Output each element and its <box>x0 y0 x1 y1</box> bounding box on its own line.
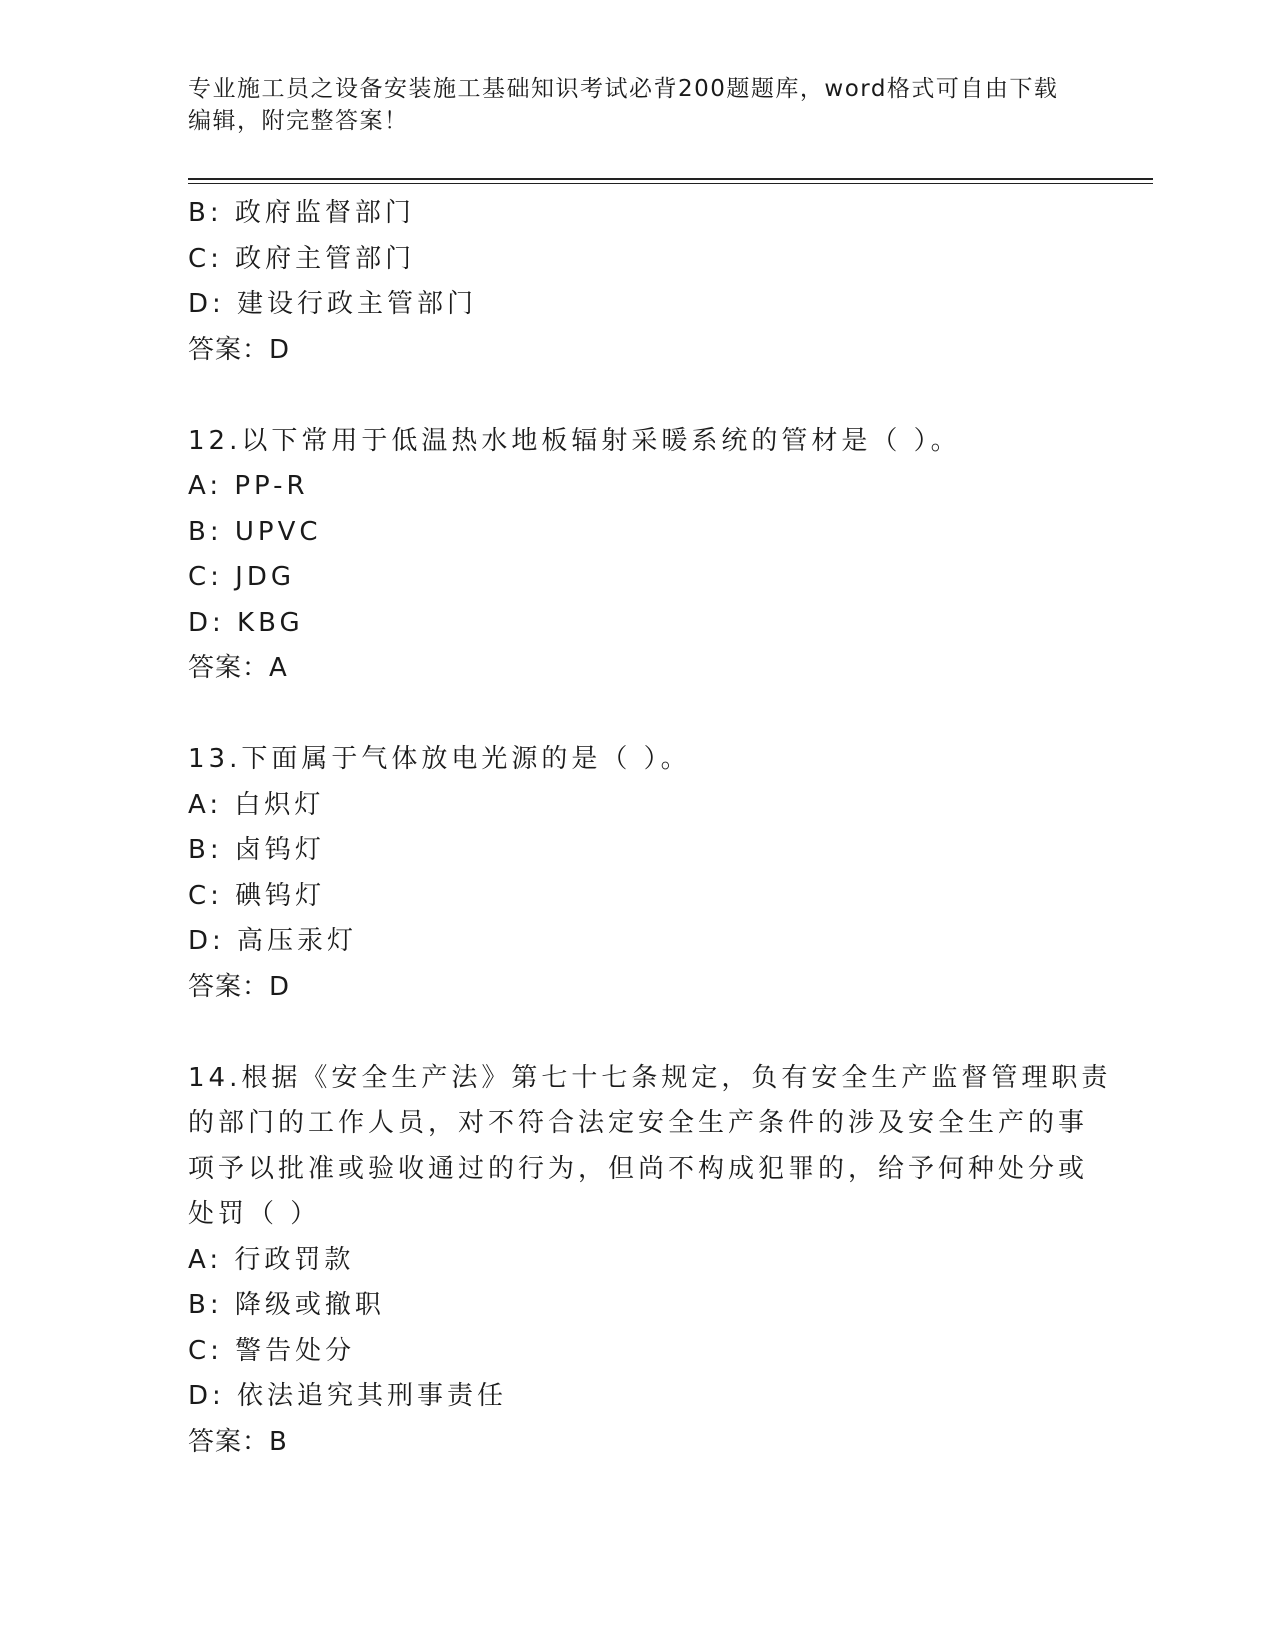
header-title-line-2: 编辑，附完整答案！ <box>188 108 409 134</box>
question-stem-line-1: 14.根据《安全生产法》第七十七条规定，负有安全生产监督管理职责 <box>188 1062 1112 1093</box>
option-d: D: 依法追究其刑事责任 <box>188 1381 508 1411</box>
option-c: C: 警告处分 <box>188 1335 356 1366</box>
header-title-line-1: 专业施工员之设备安装施工基础知识考试必背200题题库，word格式可自由下载 <box>188 76 1059 102</box>
option-d: D: 高压汞灯 <box>188 926 358 956</box>
header-divider-thick <box>188 178 1153 180</box>
option-b: B: 卤钨灯 <box>188 835 325 865</box>
question-list <box>188 191 1112 1465</box>
question-stem: 13.下面属于气体放电光源的是（ ）。 <box>188 744 691 774</box>
question-13 <box>188 737 1088 1010</box>
question-11 <box>188 191 1088 373</box>
question-stem-line-3: 项予以批准或验收通过的行为，但尚不构成犯罪的，给予何种处分或 <box>188 1153 1089 1184</box>
answer: 答案：A <box>188 653 288 683</box>
spacer <box>188 692 1088 738</box>
question-stem: 12.以下常用于低温热水地板辐射采暖系统的管材是（ ）。 <box>188 425 961 456</box>
answer: 答案：B <box>188 1426 288 1457</box>
question-12 <box>188 419 1088 692</box>
option-c: C: 碘钨灯 <box>188 880 326 911</box>
question-stem-line-2: 的部门的工作人员，对不符合法定安全生产条件的涉及安全生产的事 <box>188 1108 1089 1138</box>
header-divider-thin <box>188 183 1153 184</box>
option-c: C: 政府主管部门 <box>188 243 416 274</box>
answer: 答案：D <box>188 334 291 365</box>
spacer <box>188 373 1088 419</box>
document-header <box>188 73 1088 137</box>
option-b: B: 降级或撤职 <box>188 1290 385 1320</box>
option-a: A: 行政罚款 <box>188 1244 355 1275</box>
option-b: B: 政府监督部门 <box>188 198 415 228</box>
option-d: D: 建设行政主管部门 <box>188 289 478 319</box>
option-a: A: PP-R <box>188 471 309 501</box>
option-a: A: 白炽灯 <box>188 789 325 820</box>
option-c: C: JDG <box>188 562 296 592</box>
option-b: B: UPVC <box>188 516 322 547</box>
answer: 答案：D <box>188 971 291 1002</box>
spacer <box>188 1010 1088 1056</box>
option-d: D: KBG <box>188 607 304 638</box>
question-14 <box>188 1056 1112 1466</box>
question-stem-line-4: 处罚（ ） <box>188 1199 321 1229</box>
